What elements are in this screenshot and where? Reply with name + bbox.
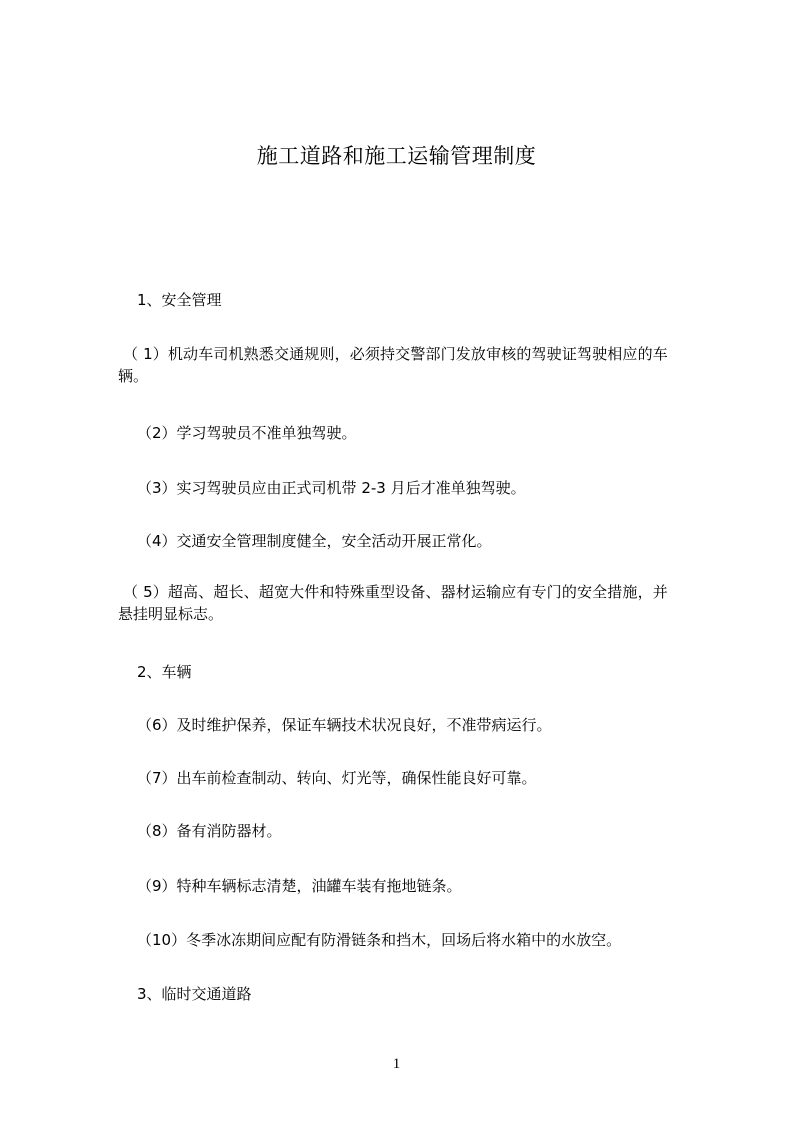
paragraph-item-10: （10）冬季冰冻期间应配有防滑链条和挡木，回场后将水箱中的水放空。: [137, 931, 622, 949]
paragraph-item-1-line-2: 辆。: [118, 367, 149, 385]
paragraph-item-4: （4）交通安全管理制度健全，安全活动开展正常化。: [137, 532, 492, 550]
document-title: 施工道路和施工运输管理制度: [256, 144, 537, 168]
paragraph-item-3: （3）实习驾驶员应由正式司机带 2-3 月后才准单独驾驶。: [137, 479, 526, 497]
paragraph-item-5-line-1: （ 5）超高、超长、超宽大件和特殊重型设备、器材运输应有专门的安全措施，并: [123, 583, 668, 601]
section-heading-1: 1、安全管理: [137, 291, 222, 309]
paragraph-item-5: [118, 581, 708, 625]
section-heading-3: 3、临时交通道路: [137, 985, 252, 1003]
paragraph-item-9: （9）特种车辆标志清楚，油罐车装有拖地链条。: [137, 877, 462, 895]
section-heading-2: 2、车辆: [137, 663, 192, 681]
paragraph-item-2: （2）学习驾驶员不准单独驾驶。: [137, 424, 357, 442]
paragraph-item-1-line-1: （ 1）机动车司机熟悉交通规则，必须持交警部门发放审核的驾驶证驾驶相应的车: [123, 345, 668, 363]
page-number: 1: [392, 1056, 401, 1072]
paragraph-item-7: （7）出车前检查制动、转向、灯光等，确保性能良好可靠。: [137, 769, 537, 787]
paragraph-item-6: （6）及时维护保养，保证车辆技术状况良好，不准带病运行。: [137, 716, 552, 734]
paragraph-item-5-line-2: 悬挂明显标志。: [118, 605, 224, 623]
paragraph-item-8: （8）备有消防器材。: [137, 822, 282, 840]
paragraph-item-1: [118, 343, 708, 387]
